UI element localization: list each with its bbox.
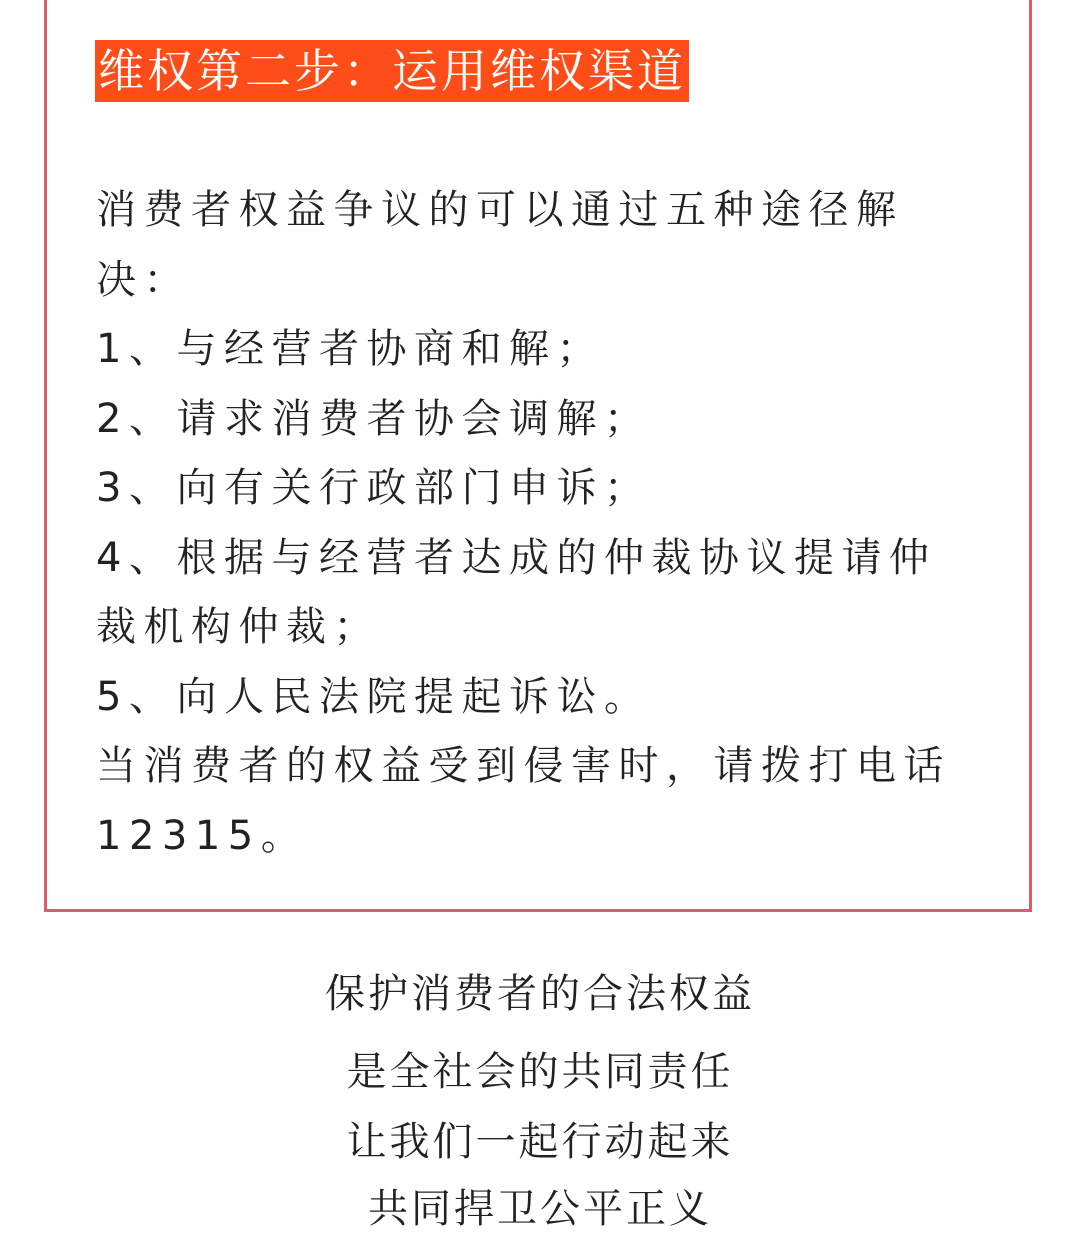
section-body [96,176,986,871]
list-item: 2、请求消费者协会调解； [96,395,652,442]
body-line: 决： [96,256,191,303]
slogan-line: 保护消费者的合法权益 [325,971,755,1017]
body-line: 消费者权益争议的可以通过五种途径解 [96,187,904,233]
slogan-line: 共同捍卫公平正义 [368,1186,712,1232]
slogan-line: 是全社会的共同责任 [346,1049,734,1095]
hotline-line: 当消费者的权益受到侵害时，请拨打电话 [96,743,951,789]
list-item: 裁机构仲裁； [96,604,381,650]
list-item: 5、向人民法院提起诉讼。 [96,673,652,720]
list-item: 4、根据与经营者达成的仲裁协议提请仲 [96,534,937,581]
hotline-number: 12315。 [96,812,309,859]
list-item: 1、与经营者协商和解； [96,326,604,372]
list-item: 3、向有关行政部门申诉； [96,465,652,511]
slogan-line: 让我们一起行动起来 [346,1119,734,1165]
section-heading: 维权第二步：运用维权渠道 [95,40,689,102]
